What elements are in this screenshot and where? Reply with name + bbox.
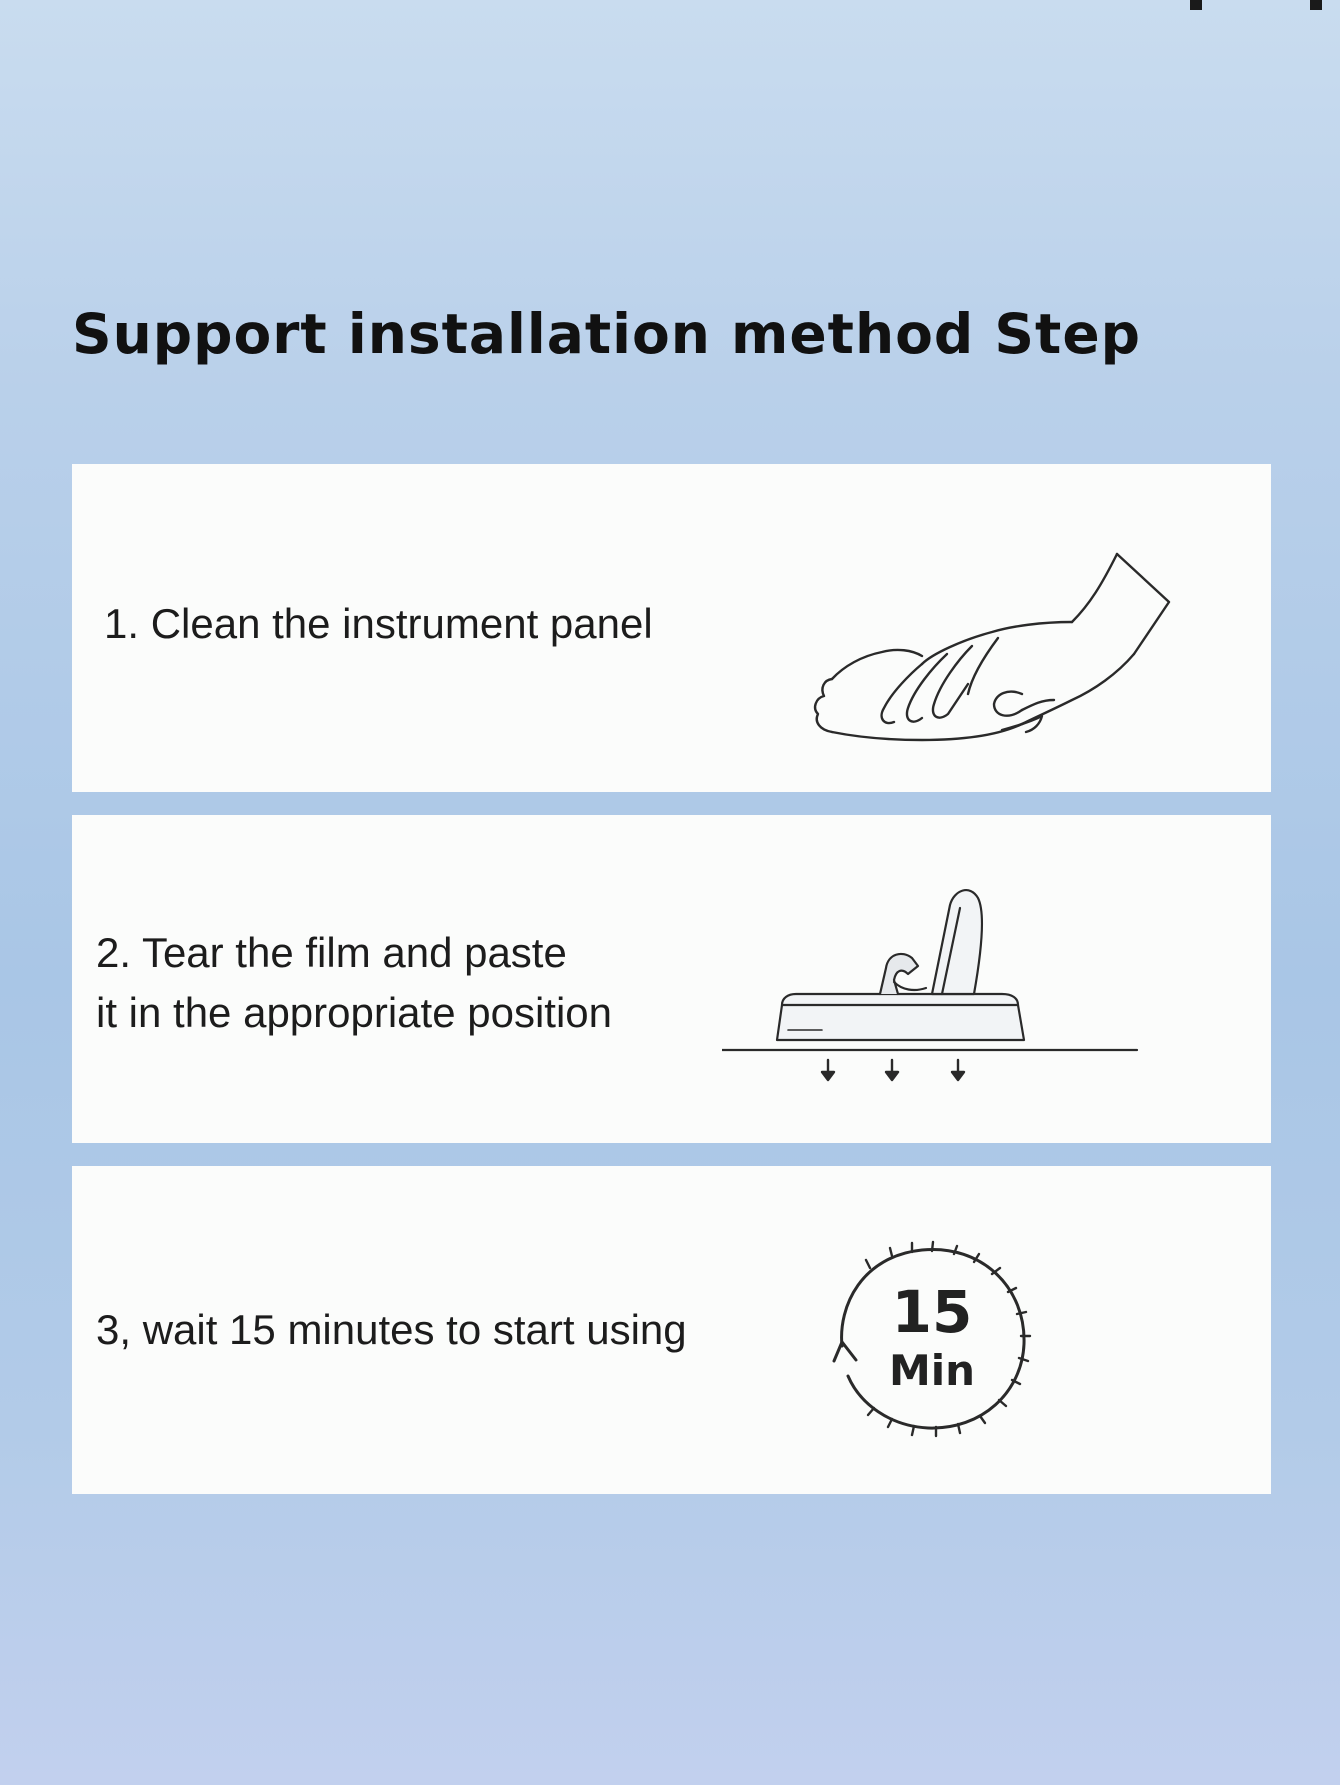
step-line: it in the appropriate position: [96, 989, 612, 1036]
timer-unit: Min: [888, 1346, 976, 1395]
step-text: [96, 923, 612, 1043]
mark: [1190, 0, 1202, 10]
step-line: 2. Tear the film and paste: [96, 929, 567, 976]
mark: [1310, 0, 1322, 10]
step-card-1: [72, 464, 1271, 792]
step-text: [96, 1300, 687, 1360]
mount-base-icon: [722, 870, 1142, 1100]
step-card-2: [72, 815, 1271, 1143]
timer-icon: [812, 1216, 1052, 1446]
hand-wiping-icon: [772, 504, 1192, 764]
step-line: 1. Clean the instrument panel: [104, 600, 653, 647]
timer-number: 15: [891, 1278, 973, 1346]
step-line: 3, wait 15 minutes to start using: [96, 1306, 687, 1353]
step-card-3: [72, 1166, 1271, 1494]
page-title: Support installation method Step: [72, 302, 1141, 366]
top-edge-marks: [1160, 0, 1340, 12]
step-text: [104, 594, 653, 654]
